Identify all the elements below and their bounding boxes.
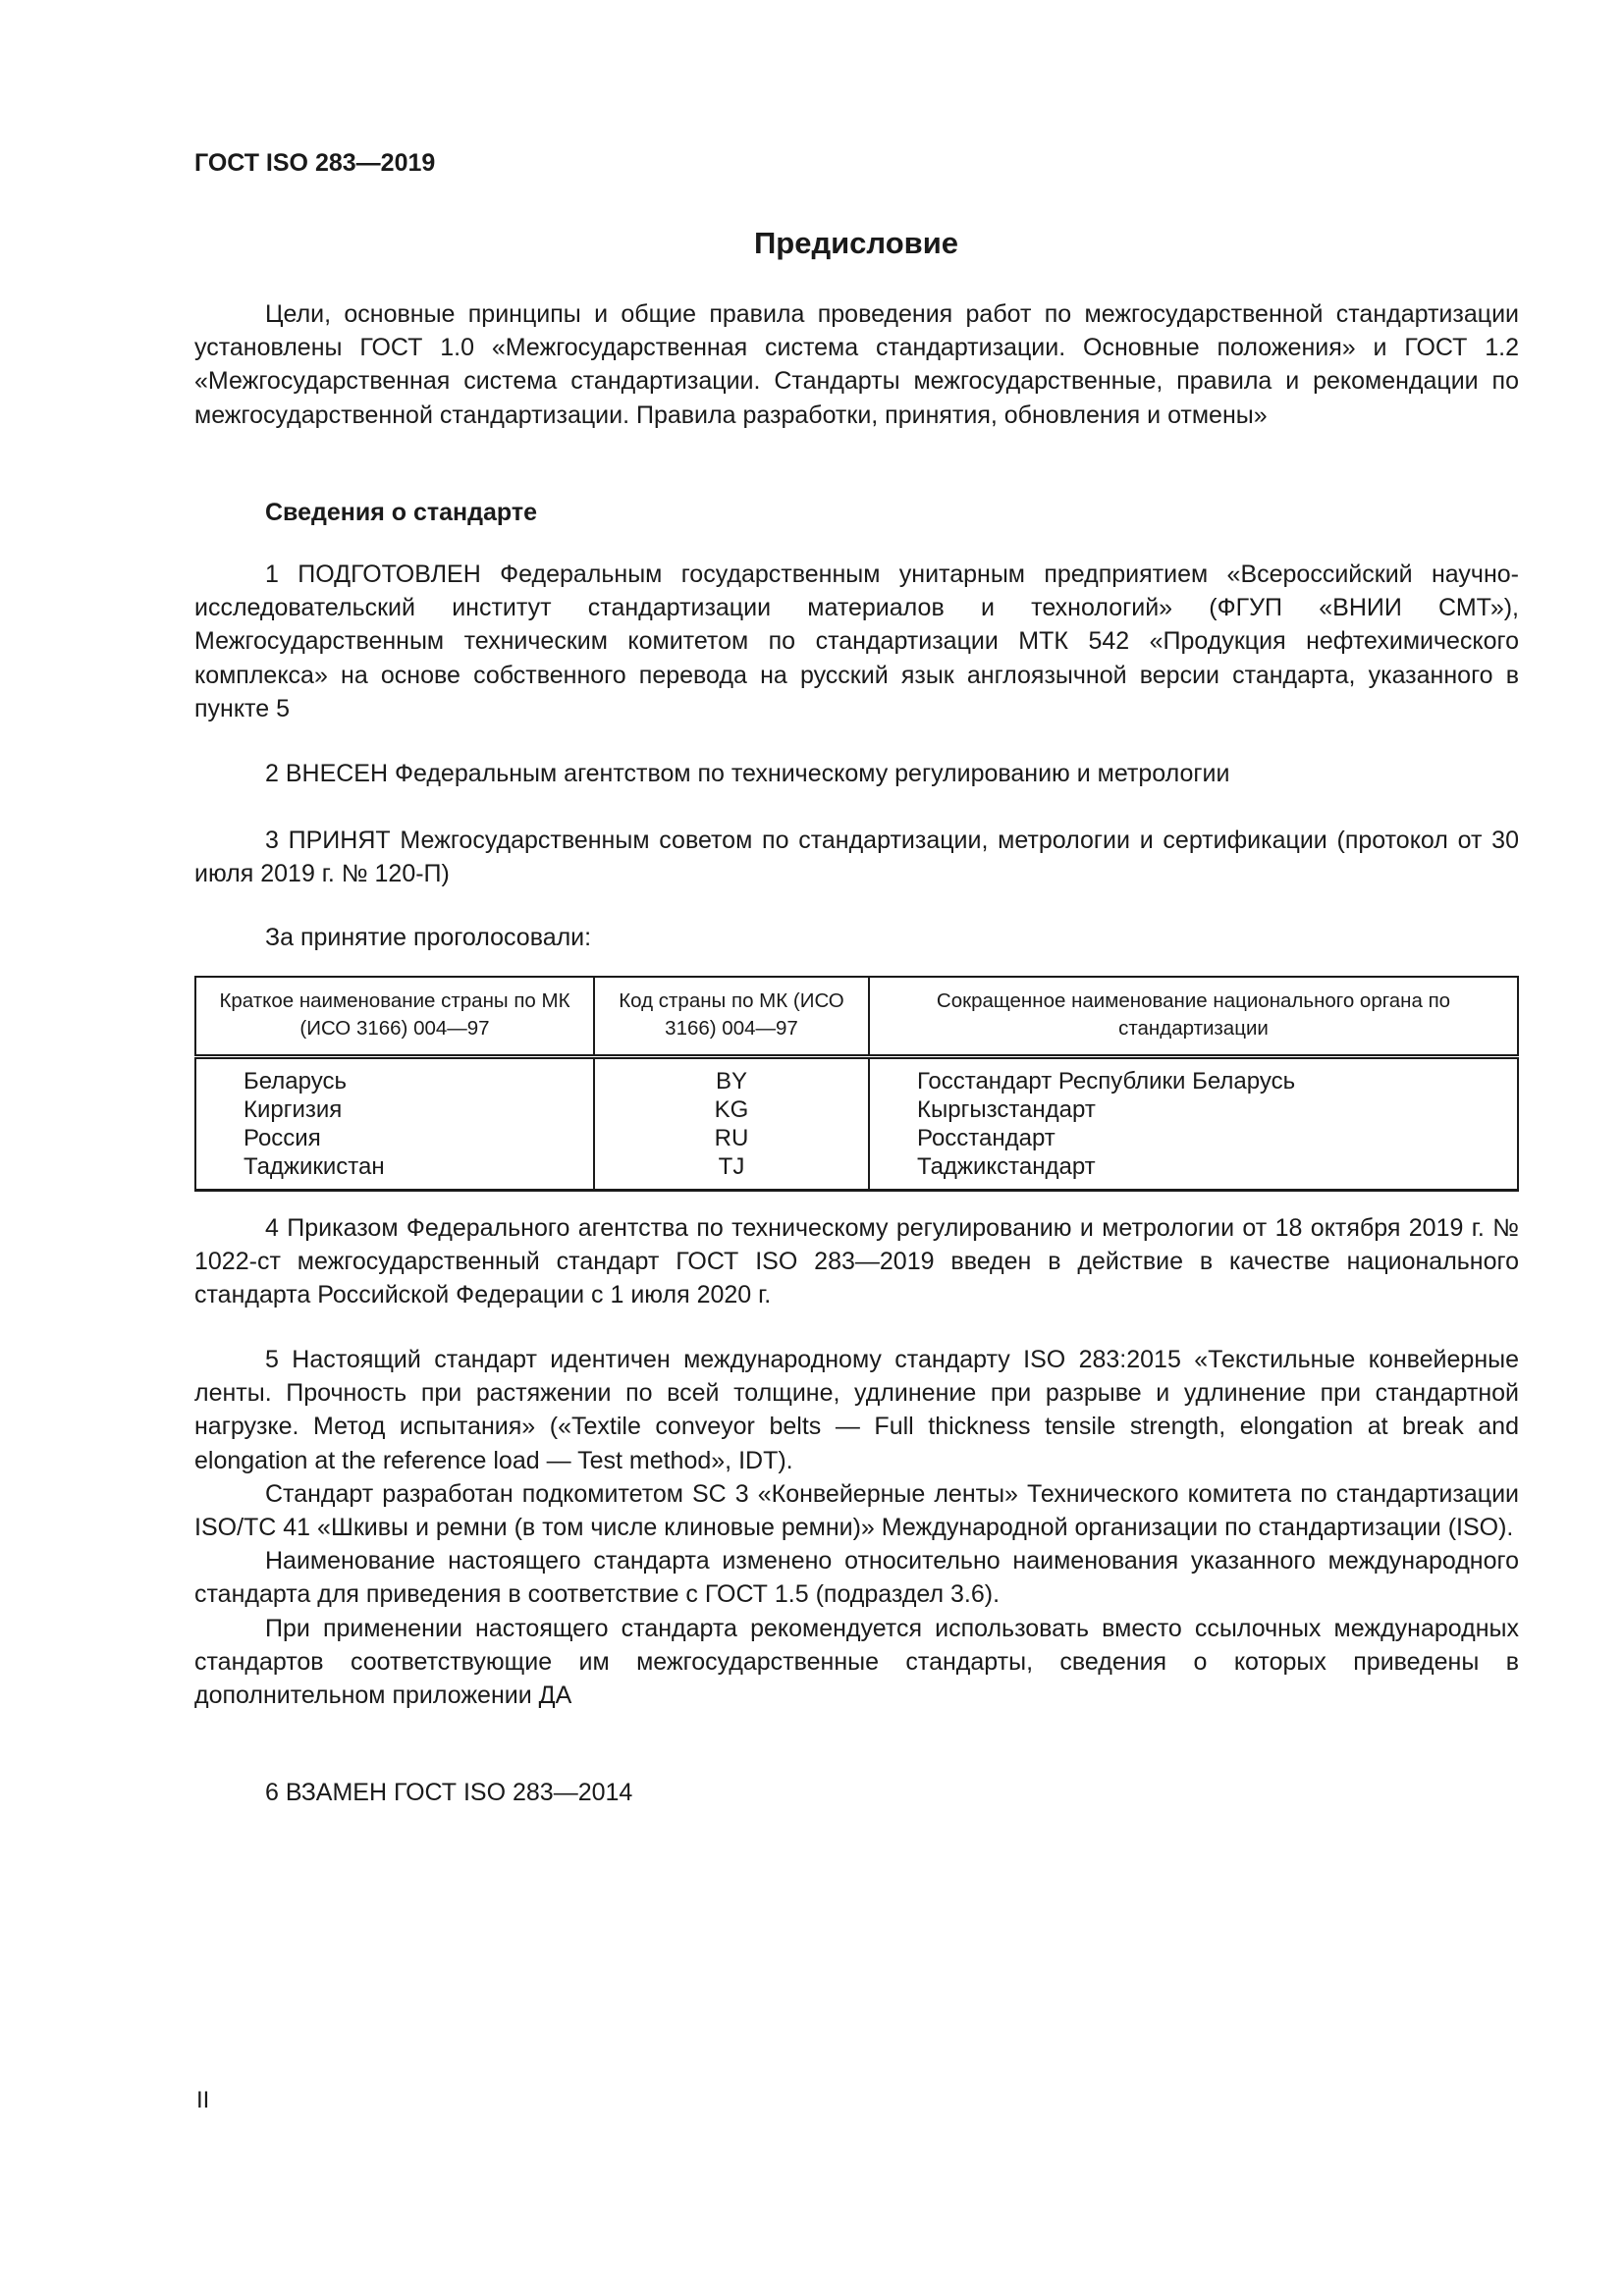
item-5-paragraph: При применении настоящего стандарта рекомендуется использовать вместо ссылочных международных стандартов соответствующие им межгосударственные стандарты, сведения о которых приведены в дополнительном приложении ДА (194, 1614, 1519, 1710)
item-5-paragraph: Наименование настоящего стандарта изменено относительно наименования указанного международного стандарта для приведения в соответствие с ГОСТ 1.5 (подраздел 3.6). (194, 1547, 1519, 1609)
table-cell: Беларусь (244, 1068, 347, 1095)
item-3-text: 3 ПРИНЯТ Межгосударственным советом по стандартизации, метрологии и сертификации (протокол от 30 июля 2019 г. № 120-П) (194, 827, 1519, 888)
document-header: ГОСТ ISO 283—2019 (194, 149, 436, 177)
voting-table (194, 976, 1519, 1192)
page-number: II (196, 2087, 210, 2113)
table-cell: Таджикстандарт (917, 1153, 1096, 1180)
table-cell: Россия (244, 1125, 321, 1151)
table-cell: Таджикистан (244, 1153, 385, 1180)
intro-text: Цели, основные принципы и общие правила проведения работ по межгосударственной стандартизации установлены ГОСТ 1.0 «Межгосударственная система стандартизации. Основные положения» и ГОСТ 1.2 «Межгосударственная система стандартизации. Стандарты межгосударственные, правила и рекомендации по межгосударственной стандартизации. Правила разработки, принятия, обновления и отмены» (194, 300, 1519, 429)
table-cell: RU (714, 1125, 749, 1151)
table-cell: KG (714, 1096, 749, 1123)
intro-paragraph (194, 297, 1519, 432)
item-4-text: 4 Приказом Федерального агентства по техническому регулированию и метрологии от 18 октября 2019 г. № 1022-ст межгосударственный стандарт ГОСТ ISO 283—2019 введен в действие в качестве национального стандарта Российской Федерации с 1 июля 2020 г. (194, 1214, 1519, 1309)
table-cell: TJ (718, 1153, 745, 1180)
column-header-body: Сокращенное наименование национального органа по стандартизации (869, 977, 1518, 1057)
body-cells (869, 1057, 1518, 1191)
table-cell: BY (715, 1068, 747, 1095)
table-cell: Госстандарт Республики Беларусь (917, 1068, 1296, 1095)
item-5-paragraph: Стандарт разработан подкомитетом SC 3 «Конвейерные ленты» Технического комитета по стандартизации ISO/TC 41 «Шкивы и ремни (в том числе клиновые ремни)» Международной организации по стандартизации (ISO). (194, 1479, 1519, 1542)
item-6-text: 6 ВЗАМЕН ГОСТ ISO 283—2014 (265, 1779, 633, 1806)
table-cell: Росстандарт (917, 1125, 1056, 1151)
item-1-text: 1 ПОДГОТОВЛЕН Федеральным государственным унитарным предприятием «Всероссийский научно-исследовательский институт стандартизации материалов и технологий» (ФГУП «ВНИИ СМТ»), Межгосударственным техническим комитетом по стандартизации МТК 542 «Продукция нефтехимического комплекса» на основе собственного перевода на русский язык англоязычной версии стандарта, указанного в пункте 5 (194, 561, 1519, 722)
item-5-paragraph: 5 Настоящий стандарт идентичен международному стандарту ISO 283:2015 «Текстильные конвейерные ленты. Прочность при растяжении по всей толщине, удлинение при разрыве и удлинение при стандартной нагрузке. Метод испытания» («Textile conveyor belts — Full thickness tensile strength, elongation at break and elongation at the reference load — Test method», IDT). (194, 1346, 1519, 1474)
item-3 (194, 824, 1519, 890)
column-header-code: Код страны по МК (ИСО 3166) 004—97 (594, 977, 869, 1057)
section-heading: Сведения о стандарте (265, 499, 538, 526)
country-cells (195, 1057, 594, 1191)
code-cells (594, 1057, 869, 1191)
voted-text: За принятие проголосовали: (265, 924, 592, 951)
voted-label (194, 921, 1519, 954)
item-5 (194, 1343, 1519, 1712)
item-6 (194, 1776, 1519, 1809)
page-title: Предисловие (753, 226, 958, 260)
table-cell: Кыргызстандарт (917, 1096, 1096, 1123)
item-1 (194, 558, 1519, 725)
item-2 (194, 757, 1519, 790)
table-header-row (195, 977, 1518, 1057)
table-row (195, 1057, 1518, 1191)
column-header-country: Краткое наименование страны по МК (ИСО 3166) 004—97 (195, 977, 594, 1057)
item-2-text: 2 ВНЕСЕН Федеральным агентством по техническому регулированию и метрологии (265, 760, 1230, 787)
table-cell: Киргизия (244, 1096, 343, 1123)
item-4 (194, 1211, 1519, 1312)
